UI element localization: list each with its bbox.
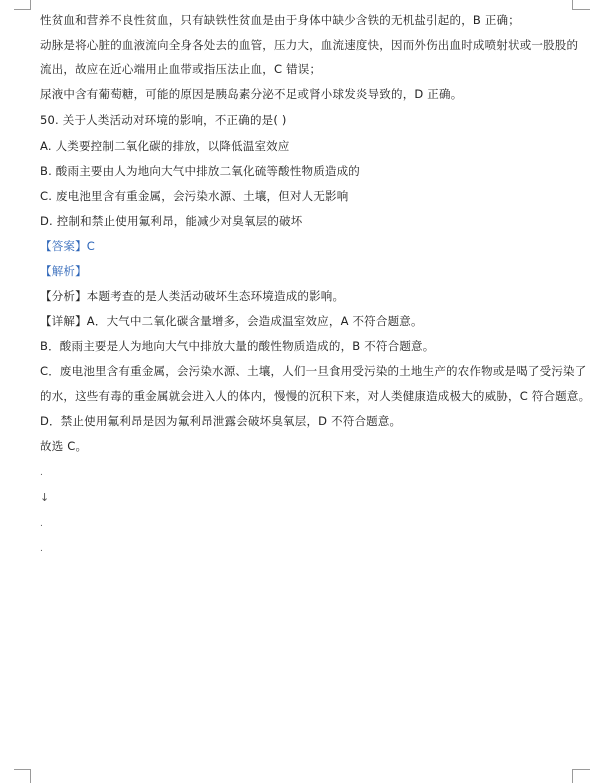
option-d: D. 控制和禁止使用氟利昂，能减少对臭氧层的破坏 xyxy=(40,214,303,228)
detail-c-line-1: C．废电池里含有重金属，会污染水源、土壤，人们一旦食用受污染的土地生产的农作物或是喝了受污染了 xyxy=(40,364,587,378)
crop-mark-bottom-left-v xyxy=(30,769,31,783)
crop-mark-bottom-right-v xyxy=(572,769,573,783)
analysis-summary: 【分析】本题考查的是人类活动破坏生态环境造成的影响。 xyxy=(40,289,345,303)
conclusion: 故选 C。 xyxy=(40,439,88,453)
option-b: B. 酸雨主要由人为地向大气中排放二氧化硫等酸性物质造成的 xyxy=(40,164,360,178)
detail-a: 【详解】A．大气中二氧化碳含量增多，会造成温室效应，A 不符合题意。 xyxy=(40,314,423,328)
paragraph-mark: . xyxy=(40,519,44,529)
crop-mark-bottom-left-h xyxy=(14,769,31,770)
question-stem: 50. 关于人类活动对环境的影响，不正确的是( ) xyxy=(40,113,287,127)
option-a: A. 人类要控制二氧化碳的排放，以降低温室效应 xyxy=(40,139,290,153)
detail-d: D．禁止使用氟利昂是因为氟利昂泄露会破坏臭氧层，D 不符合题意。 xyxy=(40,414,402,428)
paragraph-mark: . xyxy=(40,544,44,554)
detail-c-line-2: 的水，这些有毒的重金属就会进入人的体内，慢慢的沉积下来，对人类健康造成极大的威胁，C 符合题意。 xyxy=(40,389,591,403)
answer-label: 【答案】C xyxy=(40,239,96,253)
paragraph-line: 流出，故应在近心端用止血带或指压法止血，C 错误； xyxy=(40,62,322,76)
paragraph-line: 性贫血和营养不良性贫血，只有缺铁性贫血是由于身体中缺少含铁的无机盐引起的，B 正确； xyxy=(40,13,520,27)
crop-mark-bottom-right-h xyxy=(572,769,590,770)
detail-b: B．酸雨主要是人为地向大气中排放大量的酸性物质造成的，B 不符合题意。 xyxy=(40,339,435,353)
option-c: C. 废电池里含有重金属，会污染水源、土壤，但对人无影响 xyxy=(40,189,349,203)
paragraph-line: 尿液中含有葡萄糖，可能的原因是胰岛素分泌不足或肾小球发炎导致的，D 正确。 xyxy=(40,87,463,101)
paragraph-mark: . xyxy=(40,468,44,478)
crop-mark-top-right-h xyxy=(572,9,590,10)
analysis-label: 【解析】 xyxy=(40,264,87,278)
line-break-arrow-icon: ↓ xyxy=(40,491,50,504)
paragraph-line: 动脉是将心脏的血液流向全身各处去的血管，压力大，血流速度快，因而外伤出血时成喷射状或一股股的 xyxy=(40,38,579,52)
crop-mark-top-left-h xyxy=(14,9,31,10)
